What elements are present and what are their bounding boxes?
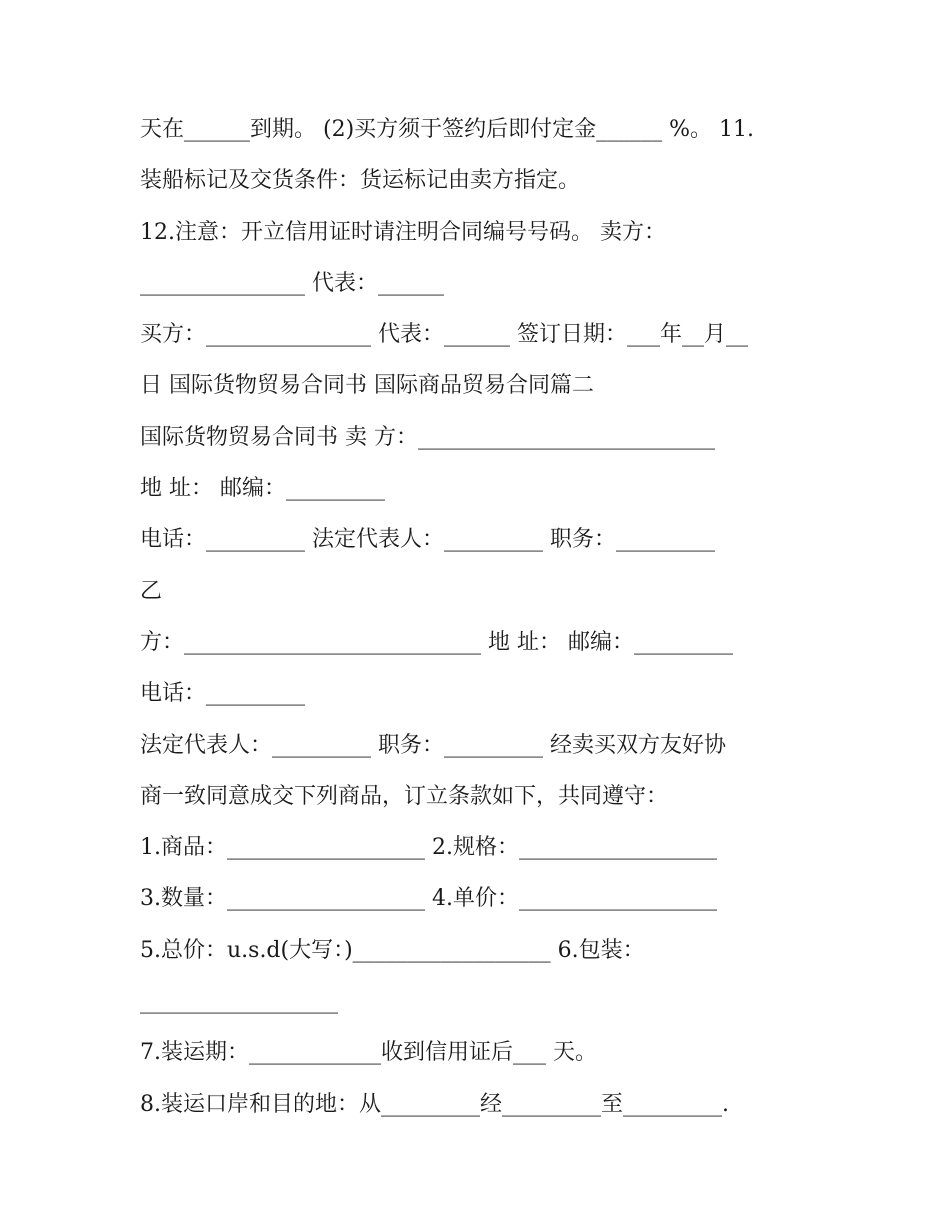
text-line-11: 方：___________________________ 地 址： 邮编：_________ <box>140 629 733 655</box>
text-line-10: 乙 <box>140 578 163 604</box>
text-line-17: 5.总价：u.s.d(大写：)__________________ 6.包装： <box>140 937 645 963</box>
text-line-12: 电话：_________ <box>140 681 306 707</box>
text-line-19: 7.装运期：____________收到信用证后___ 天。 <box>140 1040 597 1066</box>
text-line-13: 法定代表人：_________ 职务：_________ 经卖买双方友好协 <box>140 732 726 758</box>
text-line-16: 3.数量：__________________ 4.单价：__________________ <box>140 886 717 912</box>
text-line-4: _______________ 代表：______ <box>140 270 444 296</box>
text-line-14: 商一致同意成交下列商品，订立条款如下，共同遵守： <box>140 783 669 809</box>
text-line-1: 天在______到期。 (2)买方须于签约后即付定金______ %。 11. <box>140 117 755 142</box>
text-line-15: 1.商品：__________________ 2.规格：__________________ <box>140 835 717 861</box>
text-line-2: 装船标记及交货条件：货运标记由卖方指定。 <box>140 168 581 194</box>
text-line-6: 日 国际货物贸易合同书 国际商品贸易合同篇二 <box>140 373 594 399</box>
text-line-3: 12.注意：开立信用证时请注明合同编号号码。 卖方： <box>140 219 666 245</box>
document-body <box>140 104 820 1130</box>
text-line-8: 地 址： 邮编：_________ <box>140 476 385 502</box>
text-line-18: __________________ <box>140 989 338 1015</box>
text-line-9: 电话：_________ 法定代表人：_________ 职务：_________ <box>140 527 715 553</box>
text-line-20: 8.装运口岸和目的地：从_________经_________至_________. <box>140 1091 729 1117</box>
text-line-7: 国际货物贸易合同书 卖 方：___________________________ <box>140 424 715 450</box>
text-line-5: 买方：_______________ 代表：______ 签订日期：___年__月__ <box>140 322 748 348</box>
